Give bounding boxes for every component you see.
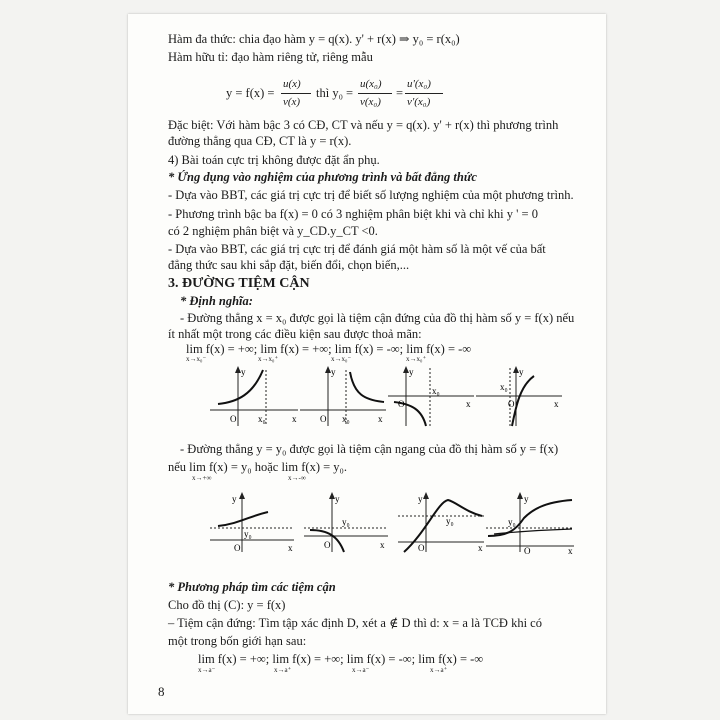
axis-label: y bbox=[331, 367, 336, 377]
graph-vertical-2 bbox=[298, 366, 388, 428]
axis-label: y bbox=[409, 367, 414, 377]
page-number: 8 bbox=[158, 684, 165, 699]
axis-label: y bbox=[232, 494, 237, 504]
graph-vertical-3 bbox=[386, 366, 476, 428]
frac-eq: = bbox=[396, 86, 404, 100]
frac-mid: thì y₀ = bbox=[316, 86, 354, 100]
y0-label: y₀ bbox=[508, 517, 516, 527]
limits-method: lim f(x) = +∞; lim f(x) = +∞; lim f(x) = -∞; lim f(x) = -∞ bbox=[198, 652, 484, 666]
origin-label: O bbox=[324, 540, 331, 550]
book-page bbox=[128, 14, 606, 714]
graph-vertical-4 bbox=[474, 366, 564, 428]
y0-label: y₀ bbox=[446, 516, 454, 526]
line-vertical-method-2: một trong bốn giới hạn sau: bbox=[168, 634, 307, 648]
subheading-method: * Phương pháp tìm các tiệm cận bbox=[168, 580, 336, 594]
limit-sub: x→a⁺ bbox=[430, 666, 448, 674]
axis-label: y bbox=[335, 494, 340, 504]
limit-sub: x→x₀⁺ bbox=[258, 355, 279, 363]
line-horizontal-def-2: nếu lim f(x) = y₀ hoặc lim f(x) = y₀. bbox=[168, 460, 348, 474]
axis-label: y bbox=[418, 494, 423, 504]
frac3-num: u'(x₀) bbox=[407, 78, 431, 90]
line-given: Cho đồ thị (C): y = f(x) bbox=[168, 598, 286, 612]
origin-label: O bbox=[230, 414, 237, 424]
line-bbt-2b: đẳng thức sau khi sắp đặt, biến đổi, chọn biến,... bbox=[168, 258, 410, 272]
origin-label: O bbox=[524, 546, 531, 554]
frac2-den: v(x₀) bbox=[360, 96, 381, 108]
limit-sub: x→x₀⁻ bbox=[331, 355, 352, 363]
graph-horizontal-2 bbox=[302, 492, 390, 554]
limit-sub: x→x₀⁺ bbox=[406, 355, 427, 363]
line-vertical-def-2: ít nhất một trong các điều kiện sau được thoả mãn: bbox=[168, 327, 422, 341]
axis-label: x bbox=[288, 543, 293, 553]
axis-label: y bbox=[524, 494, 529, 504]
subheading-application: * Ứng dụng vào nghiệm của phương trình và bất đẳng thức bbox=[168, 170, 477, 184]
line-special-2: đường thẳng qua CĐ, CT là y = r(x). bbox=[168, 134, 352, 148]
axis-label: x bbox=[380, 540, 385, 550]
limit-sub: x→a⁻ bbox=[352, 666, 370, 674]
x0-label: x₀ bbox=[258, 414, 266, 424]
limits-vertical: lim f(x) = +∞; lim f(x) = +∞; lim f(x) = -∞; lim f(x) = -∞ bbox=[186, 342, 472, 356]
axis-label: x bbox=[378, 414, 383, 424]
line-rational: Hàm hữu tỉ: đạo hàm riêng tử, riêng mẫu bbox=[168, 50, 373, 64]
frac-lhs: y = f(x) = bbox=[226, 86, 275, 100]
line-vertical-def: - Đường thẳng x = x₀ được gọi là tiệm cận đứng của đồ thị hàm số y = f(x) nếu bbox=[180, 311, 575, 325]
line-horizontal-def: - Đường thẳng y = y₀ được gọi là tiệm cận ngang của đồ thị hàm số y = f(x) bbox=[180, 442, 559, 456]
axis-label: x bbox=[478, 543, 483, 553]
origin-label: O bbox=[398, 399, 405, 409]
frac3-bar bbox=[405, 93, 443, 94]
limit-sub: x→-∞ bbox=[288, 474, 306, 482]
line-vertical-method: – Tiệm cận đứng: Tìm tập xác định D, xét a ∉ D thì d: x = a là TCĐ khi có bbox=[168, 616, 542, 630]
axis-label: y bbox=[519, 367, 524, 377]
limit-sub: x→x₀⁻ bbox=[186, 355, 207, 363]
y0-label: y₀ bbox=[342, 517, 350, 527]
line-problem-4: 4) Bài toán cực trị không được đặt ẩn phụ. bbox=[168, 153, 380, 167]
graph-horizontal-4 bbox=[484, 492, 576, 554]
frac1-den: v(x) bbox=[283, 96, 301, 108]
section-heading: 3. ĐƯỜNG TIỆM CẬN bbox=[168, 276, 310, 291]
axis-label: x bbox=[554, 399, 559, 409]
axis-label: x bbox=[466, 399, 471, 409]
graph-horizontal-1 bbox=[208, 492, 296, 554]
limit-sub: x→+∞ bbox=[192, 474, 212, 482]
line-bbt-2: - Dựa vào BBT, các giá trị cực trị để đánh giá một hàm số là một vế của bất bbox=[168, 242, 546, 256]
graph-vertical-1 bbox=[208, 366, 300, 428]
frac2-num: u(x₀) bbox=[360, 78, 382, 90]
x0-label: x₀ bbox=[342, 414, 350, 424]
frac2-bar bbox=[358, 93, 392, 94]
origin-label: O bbox=[320, 414, 327, 424]
line-special: Đặc biệt: Với hàm bậc 3 có CĐ, CT và nếu y = q(x). y' + r(x) thì phương trình bbox=[168, 118, 559, 132]
origin-label: O bbox=[234, 543, 241, 553]
limit-sub: x→a⁺ bbox=[274, 666, 292, 674]
x0-label: x₀ bbox=[432, 386, 440, 396]
line-polynomial: Hàm đa thức: chia đạo hàm y = q(x). y' + r(x) ⇒ y₀ = r(x₀) bbox=[168, 32, 460, 46]
axis-label: x bbox=[292, 414, 297, 424]
origin-label: O bbox=[418, 543, 425, 553]
line-cubic: - Phương trình bậc ba f(x) = 0 có 3 nghiệm phân biệt khi và chỉ khi y ' = 0 bbox=[168, 207, 538, 221]
frac3-den: v'(x₀) bbox=[407, 96, 431, 108]
axis-label: y bbox=[241, 367, 246, 377]
y0-label: y₀ bbox=[244, 529, 252, 539]
line-bbt-1: - Dựa vào BBT, các giá trị cực trị để biết số lượng nghiệm của một phương trình. bbox=[168, 188, 574, 202]
line-cubic-2: có 2 nghiệm phân biệt và y_CD.y_CT <0. bbox=[168, 224, 378, 238]
axis-label: x bbox=[568, 546, 573, 554]
subheading-definition: * Định nghĩa: bbox=[180, 294, 253, 308]
limit-sub: x→a⁻ bbox=[198, 666, 216, 674]
x0-label: x₀ bbox=[500, 382, 508, 392]
frac1-num: u(x) bbox=[283, 78, 301, 90]
graph-horizontal-3 bbox=[396, 492, 486, 554]
origin-label: O bbox=[508, 399, 515, 409]
frac1-bar bbox=[281, 93, 311, 94]
